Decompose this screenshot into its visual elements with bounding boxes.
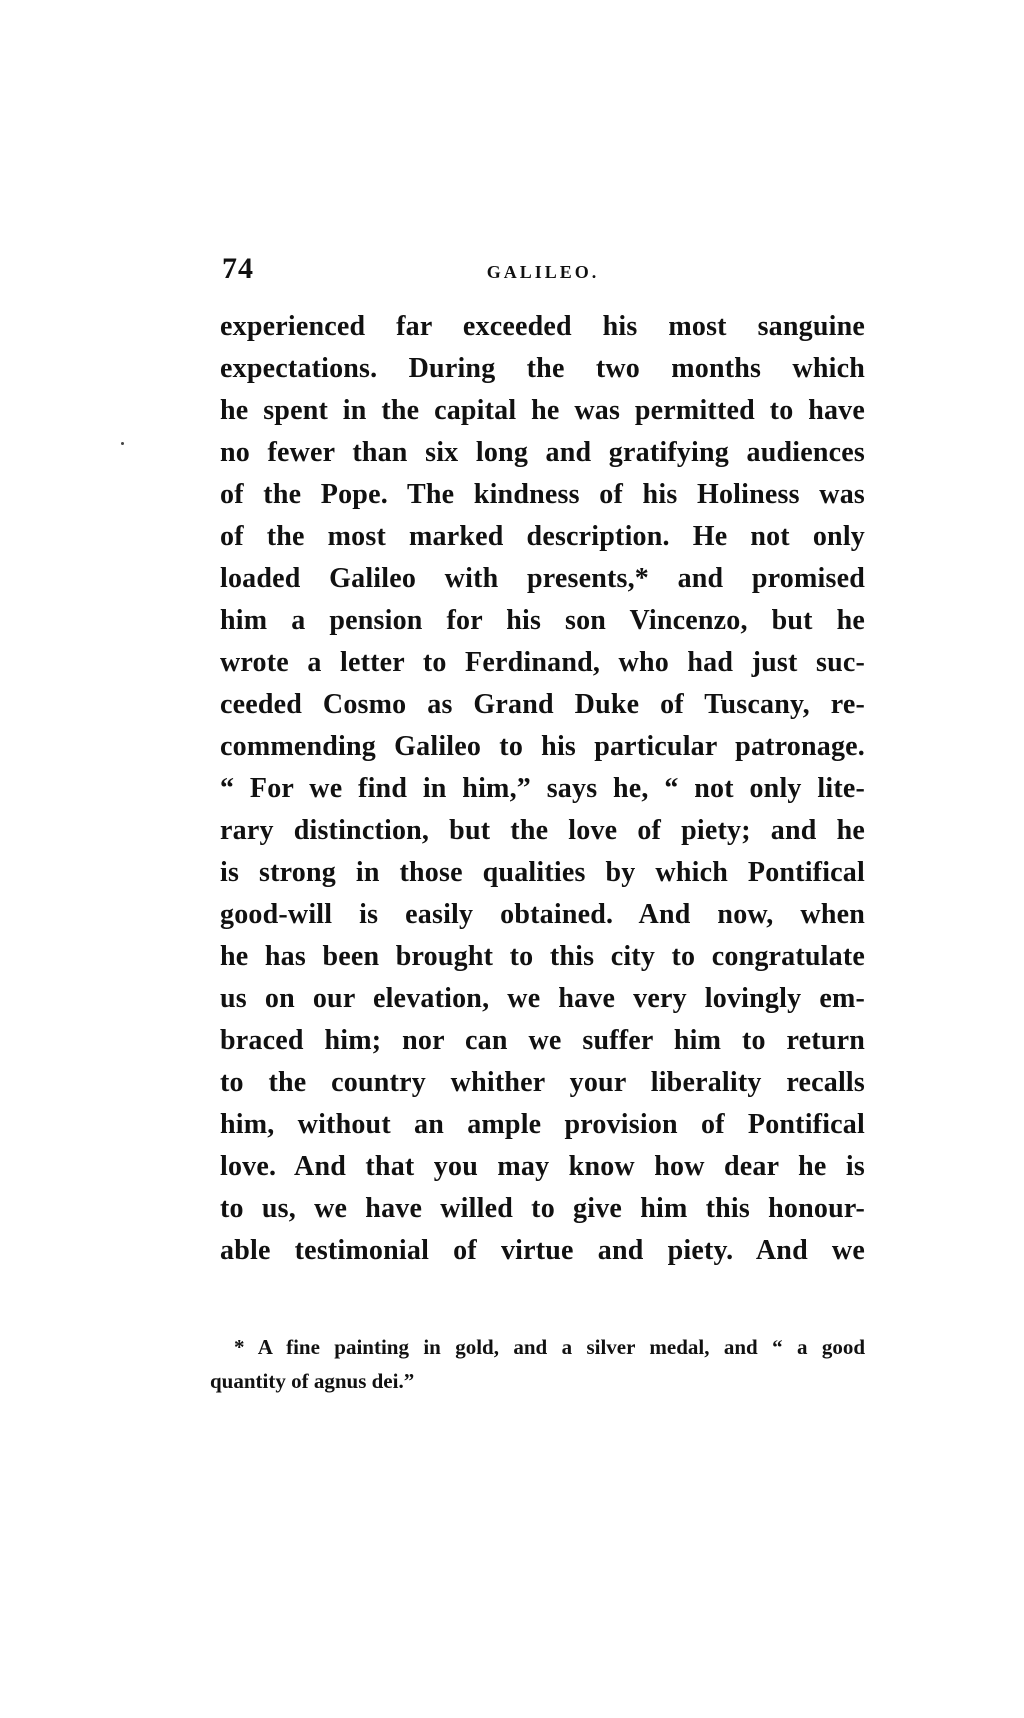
text-line: “ For we find in him,” says he, “ not only lite- xyxy=(220,773,865,804)
footnote-line: * A fine painting in gold, and a silver medal, and “ a good xyxy=(234,1335,865,1359)
text-line: rary distinction, but the love of piety; and he xyxy=(220,815,865,846)
text-line: is strong in those qualities by which Pontifical xyxy=(220,857,865,888)
text-line: wrote a letter to Ferdinand, who had just suc- xyxy=(220,647,865,678)
footnote xyxy=(210,1330,865,1398)
footnote-line: quantity of agnus dei.” xyxy=(210,1369,415,1393)
text-line: braced him; nor can we suffer him to return xyxy=(220,1025,865,1056)
text-line: expectations. During the two months which xyxy=(220,353,865,384)
text-line: no fewer than six long and gratifying audiences xyxy=(220,437,865,468)
text-line: able testimonial of virtue and piety. And we xyxy=(220,1235,865,1266)
text-line: commending Galileo to his particular patronage. xyxy=(220,731,865,762)
body-text xyxy=(220,306,865,1272)
text-line: him a pension for his son Vincenzo, but he xyxy=(220,605,865,636)
scan-speck xyxy=(121,442,124,445)
text-line: of the most marked description. He not only xyxy=(220,521,865,552)
text-line: loaded Galileo with presents,* and promised xyxy=(220,563,865,594)
text-line: ceeded Cosmo as Grand Duke of Tuscany, re- xyxy=(220,689,865,720)
text-line: he spent in the capital he was permitted to have xyxy=(220,395,865,426)
text-line: of the Pope. The kindness of his Holiness was xyxy=(220,479,865,510)
text-line: he has been brought to this city to congratulate xyxy=(220,941,865,972)
text-line: to us, we have willed to give him this honour- xyxy=(220,1193,865,1224)
page-number: 74 xyxy=(222,252,254,285)
text-line: good-will is easily obtained. And now, when xyxy=(220,899,865,930)
text-line: experienced far exceeded his most sanguine xyxy=(220,311,865,342)
text-line: him, without an ample provision of Pontifical xyxy=(220,1109,865,1140)
running-head: GALILEO. xyxy=(486,262,600,282)
text-line: to the country whither your liberality recalls xyxy=(220,1067,865,1098)
text-line: love. And that you may know how dear he is xyxy=(220,1151,865,1182)
page-header xyxy=(222,252,864,292)
text-line: us on our elevation, we have very lovingly em- xyxy=(220,983,865,1014)
